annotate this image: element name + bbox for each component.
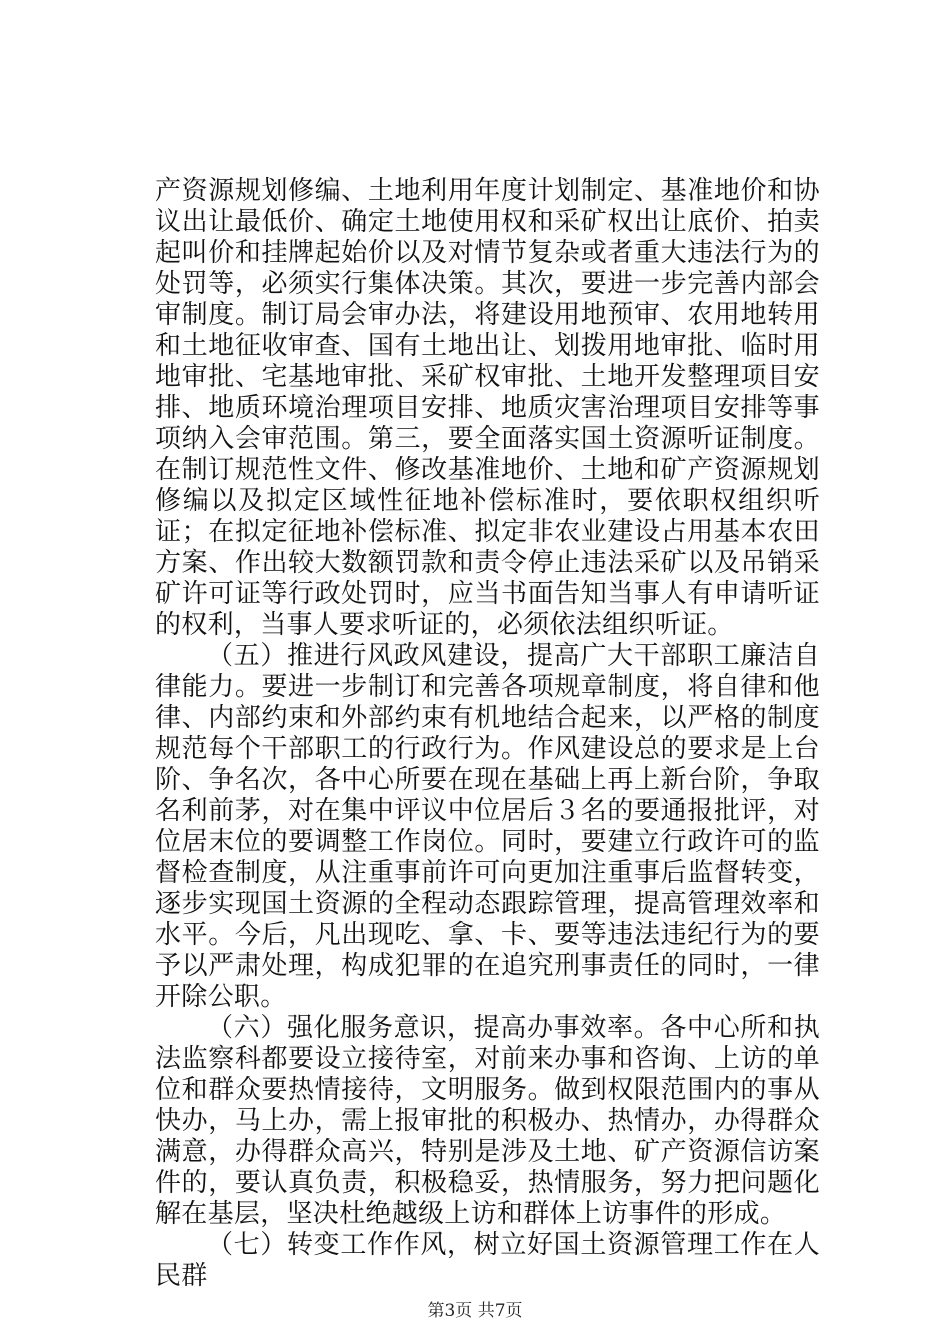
paragraph-section-5: （五）推进行风政风建设，提高广大干部职工廉洁自律能力。要进一步制订和完善各项规章制度，将自律和他律、内部约束和外部约束有机地结合起来，以严格的制度规范每个干部职工的行政行为。作风建设总的要求是上台阶、争名次，各中心所要在现在基础上再上新台阶，争取名利前茅，对在集中评议中位居后３名的要通报批评，对位居末位的要调整工作岗位。同时，要建立行政许可的监督检查制度，从注重事前许可向更加注重事后监督转变，逐步实现国土资源的全程动态跟踪管理，提高管理效率和水平。今后，凡出现吃、拿、卡、要等违法违纪行为的要予以严肃处理，构成犯罪的在追究刑事责任的同时，一律开除公职。: [155, 641, 820, 1012]
page-number-footer: 第3页 共7页: [427, 1301, 523, 1321]
body-text: [155, 176, 820, 1292]
paragraph-section-6: （六）强化服务意识，提高办事效率。各中心所和执法监察科都要设立接待室，对前来办事和咨询、上访的单位和群众要热情接待，文明服务。做到权限范围内的事从快办，马上办，需上报审批的积极办、热情办，办得群众满意，办得群众高兴，特别是涉及土地、矿产资源信访案件的，要认真负责，积极稳妥，热情服务，努力把问题化解在基层，坚决杜绝越级上访和群体上访事件的形成。: [155, 1013, 820, 1229]
paragraph-section-7: （七）转变工作作风，树立好国土资源管理工作在人民群: [155, 1230, 820, 1291]
paragraph-continuation: 产资源规划修编、土地利用年度计划制定、基准地价和协议出让最低价、确定土地使用权和采矿权出让底价、拍卖起叫价和挂牌起始价以及对情节复杂或者重大违法行为的处罚等，必须实行集体决策。其次，要进一步完善内部会审制度。制订局会审办法，将建设用地预审、农用地转用和土地征收审查、国有土地出让、划拨用地审批、临时用地审批、宅基地审批、采矿权审批、土地开发整理项目安排、地质环境治理项目安排、地质灾害治理项目安排等事项纳入会审范围。第三，要全面落实国土资源听证制度。在制订规范性文件、修改基准地价、土地和矿产资源规划修编以及拟定区域性征地补偿标准时，要依职权组织听证；在拟定征地补偿标准、拟定非农业建设占用基本农田方案、作出较大数额罚款和责令停止违法采矿以及吊销采矿许可证等行政处罚时，应当书面告知当事人有申请听证的权利，当事人要求听证的，必须依法组织听证。: [155, 176, 820, 640]
